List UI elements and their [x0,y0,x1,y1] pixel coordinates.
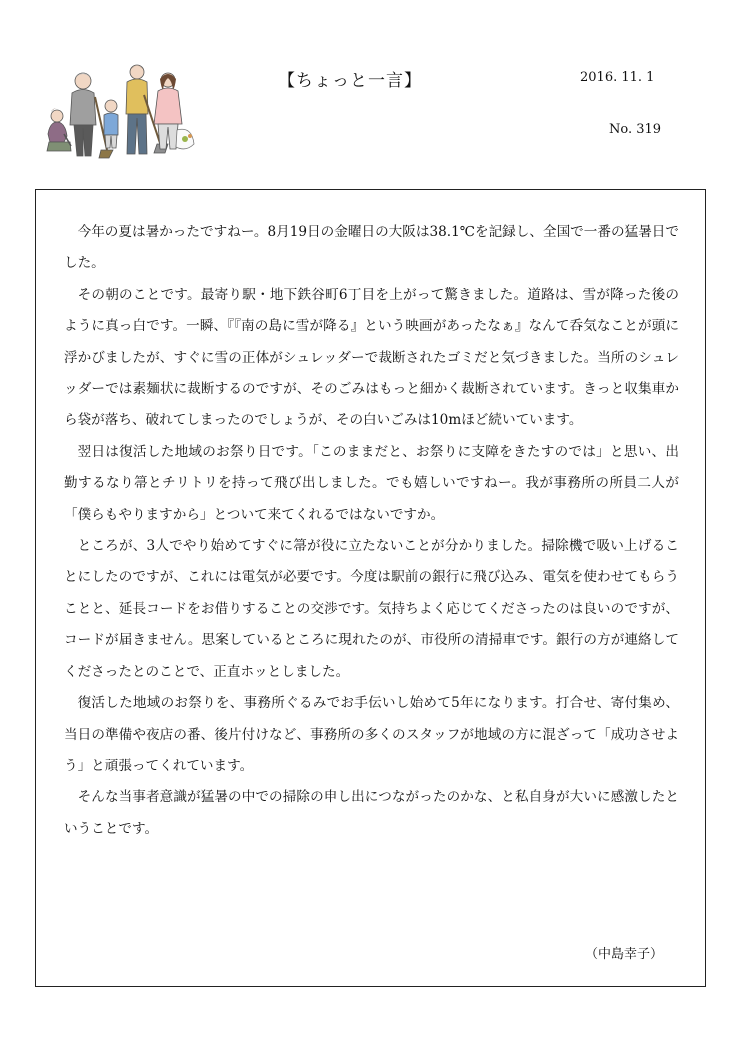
kneeling-woman-figure [47,108,71,151]
family-cleaning-illustration [40,58,200,166]
paragraph-2: その朝のことです。最寄り駅・地下鉄谷町6丁目を上がって驚きました。道路は、雪が降った後のように真っ白です。一瞬、『『南の島に雪が降る』という映画があったなぁ』なんて呑気なことが頭に浮かびましたが、すぐに雪の正体がシュレッダーで裁断されたゴミだと気づきました。当所のシュレッダーでは素麺状に裁断するのですが、そのごみはもっと細かく裁断されています。きっと収集車から袋が落ち、破れてしまったのでしょうが、その白いごみは10mほど続いています。 [64,286,679,429]
paragraph-6: そんな当事者意識が猛暑の中での掃除の申し出につながったのかな、と私自身が大いに感激したということです。 [64,789,679,837]
paragraph-5: 復活した地域のお祭りを、事務所ぐるみでお手伝いし始めて5年になります。打合せ、寄付集め、当日の準備や夜店の番、後片付けなど、事務所の多くのスタッフが地域の方に混ざって「成功させよう」と頑張ってくれています。 [64,695,679,774]
mother-figure [154,73,194,149]
child-figure [104,100,118,148]
issue-number: No. 319 [609,122,662,137]
paragraph-4: ところが、3人でやり始めてすぐに箒が役に立たないことが分かりました。掃除機で吸い上げることにしたのですが、これには電気が必要です。今度は駅前の銀行に飛び込み、電気を使わせてもらうことと、延長コードをお借りすることの交渉です。気持ちよく応じてくださったのは良いのですが、コードが届きません。思案しているところに現れたのが、市役所の清掃車です。銀行の方が連絡してくださったとのことで、正直ホッとしました。 [64,538,679,680]
author-name: （中島幸子） [584,947,663,962]
paragraph-3: 翌日は復活した地域のお祭り日です。「このままだと、お祭りに支障をきたすのでは」と思い、出勤するなり箒とチリトリを持って飛び出しました。でも嬉しいですねー。我が事務所の所員二人が「僕らもやりますから」とついて来てくれるではないですか。 [64,443,679,523]
issue-date: 2016. 11. 1 [580,70,655,85]
paragraph-1: 今年の夏は暑かったですねー。8月19日の金曜日の大阪は38.1℃を記録し、全国で一番の猛暑日でした。 [64,224,679,272]
article-frame [35,189,706,987]
page-title: 【ちょっと一言】 [278,71,422,91]
article-body [64,217,679,845]
